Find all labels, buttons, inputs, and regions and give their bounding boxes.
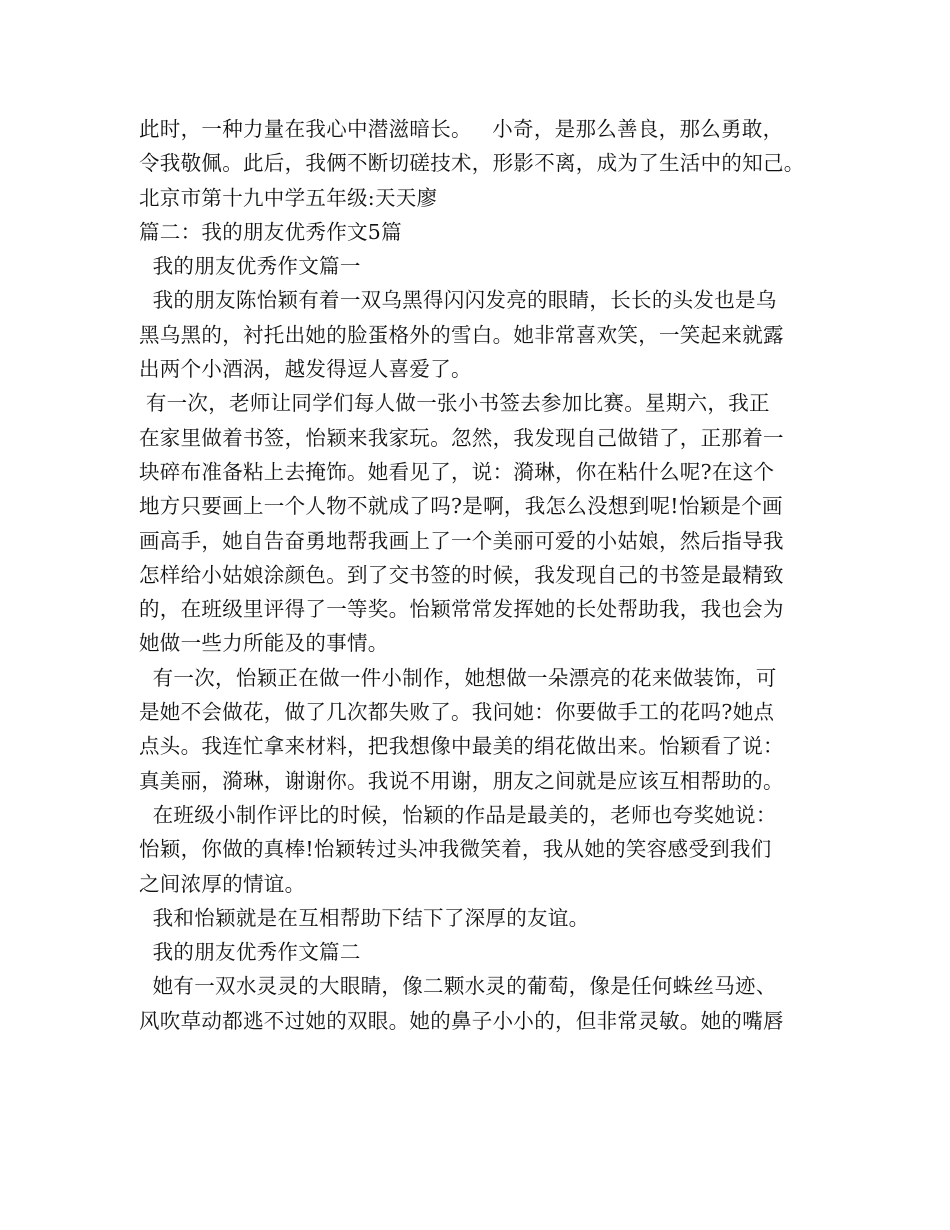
text-line: 我的朋友陈怡颖有着一双乌黑得闪闪发亮的眼睛，长长的头发也是乌 [139,288,777,313]
author-line: 北京市第十九中学五年级:天天廖 [139,185,438,210]
text-line: 有一次，老师让同学们每人做一张小书签去参加比赛。星期六，我正 [139,391,770,416]
text-line: 风吹草动都逃不过她的双眼。她的鼻子小小的，但非常灵敏。她的嘴唇 [139,1008,784,1033]
text-line: 她做一些力所能及的事情。 [139,631,389,656]
text-line: 她有一双水灵灵的大眼睛，像二颗水灵的葡萄，像是任何蛛丝马迹、 [139,974,777,999]
text-line: 块碎布准备粘上去掩饰。她看见了，说：漪琳，你在粘什么呢?在这个 [139,459,775,484]
text-line: 真美丽，漪琳，谢谢你。我说不用谢，朋友之间就是应该互相帮助的。 [139,768,784,793]
essay-title: 我的朋友优秀作文篇二 [139,940,361,965]
text-line: 在班级小制作评比的时候，怡颖的作品是最美的，老师也夸奖她说： [139,802,777,827]
text-line: 有一次，怡颖正在做一件小制作，她想做一朵漂亮的花来做装饰，可 [139,665,777,690]
text-line: 我和怡颖就是在互相帮助下结下了深厚的友谊。 [139,905,590,930]
essay-title: 我的朋友优秀作文篇一 [139,254,361,279]
text-line: 的，在班级里评得了一等奖。怡颖常常发挥她的长处帮助我，我也会为 [139,597,784,622]
essay-text [139,112,839,1038]
text-line: 令我敬佩。此后，我俩不断切磋技术，形影不离，成为了生活中的知己。 [139,151,805,176]
text-line: 黑乌黑的，衬托出她的脸蛋格外的雪白。她非常喜欢笑，一笑起来就露 [139,322,784,347]
text-line: 此时，一种力量在我心中潜滋暗长。 小奇，是那么善良，那么勇敢， [139,117,784,141]
text-line: 地方只要画上一个人物不就成了吗?是啊，我怎么没想到呢!怡颖是个画 [139,494,783,519]
text-line: 出两个小酒涡，越发得逗人喜爱了。 [139,357,472,382]
text-line: 怎样给小姑娘涂颜色。到了交书签的时候，我发现自己的书签是最精致 [139,562,784,587]
text-line: 画高手，她自告奋勇地帮我画上了一个美丽可爱的小姑娘，然后指导我 [139,528,784,553]
text-line: 是她不会做花，做了几次都失败了。我问她：你要做手工的花吗?她点 [139,700,775,725]
text-line: 怡颖，你做的真棒!怡颖转过头冲我微笑着，我从她的笑容感受到我们 [139,837,772,862]
text-line: 在家里做着书签，怡颖来我家玩。忽然，我发现自己做错了，正那着一 [139,425,784,450]
text-line: 之间浓厚的情谊。 [139,871,306,896]
section-heading: 篇二：我的朋友优秀作文5篇 [139,219,402,244]
text-line: 点头。我连忙拿来材料，把我想像中最美的绢花做出来。怡颖看了说： [139,734,784,759]
